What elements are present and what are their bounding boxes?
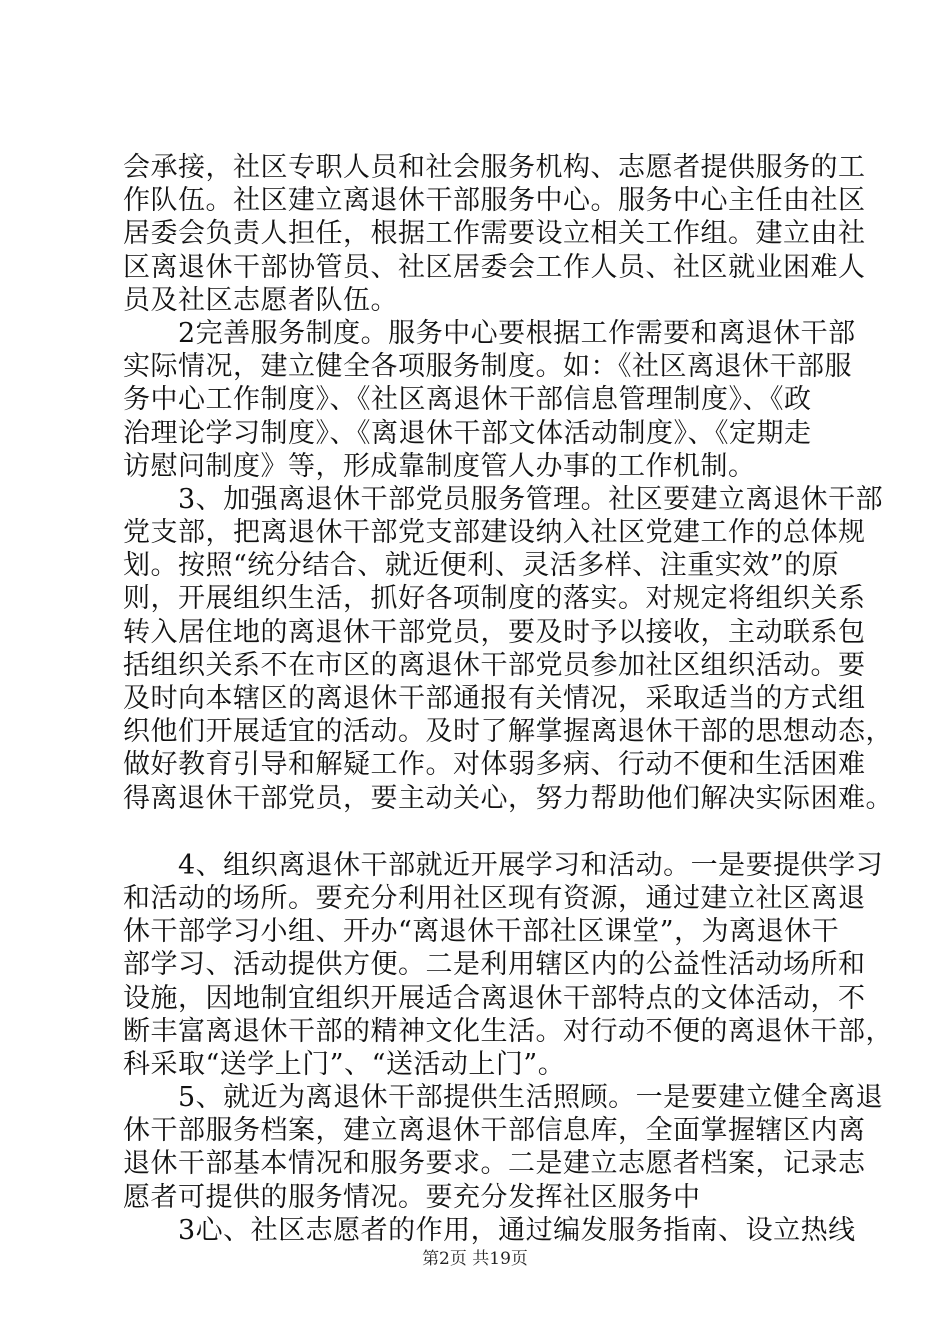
text-line: 治理论学习制度》、《离退休干部文体活动制度》、《定期走 (123, 417, 812, 449)
text-line: 得离退休干部党员，要主动关心，努力帮助他们解决实际困难。 (123, 782, 893, 814)
text-line: 居委会负责人担任，根据工作需要设立相关工作组。建立由社 (123, 218, 866, 250)
text-line: 愿者可提供的服务情况。要充分发挥社区服务中 (123, 1181, 701, 1213)
text-line: 和活动的场所。要充分利用社区现有资源，通过建立社区离退 (123, 882, 866, 914)
text-line: 3、加强离退休干部党员服务管理。社区要建立离退休干部 (123, 483, 884, 515)
text-line: 织他们开展适宜的活动。及时了解掌握离退休干部的思想动态， (123, 716, 893, 748)
text-line: 断丰富离退休干部的精神文化生活。对行动不便的离退休干部， (123, 1015, 893, 1047)
text-line: 会承接，社区专职人员和社会服务机构、志愿者提供服务的工 (123, 152, 866, 183)
text-line: 作队伍。社区建立离退休干部服务中心。服务中心主任由社区 (123, 185, 866, 217)
text-line: 4、组织离退休干部就近开展学习和活动。一是要提供学习 (123, 849, 884, 881)
text-line: 3心、社区志愿者的作用，通过编发服务指南、设立热线 (123, 1214, 856, 1246)
page-number-label: 第2页 共19页 (422, 1249, 528, 1269)
text-line: 转入居住地的离退休干部党员，要及时予以接收，主动联系包 (123, 616, 866, 648)
text-line: 部学习、活动提供方便。二是利用辖区内的公益性活动场所和 (123, 949, 866, 981)
text-line: 2完善服务制度。服务中心要根据工作需要和离退休干部 (123, 317, 856, 349)
text-line: 及时向本辖区的离退休干部通报有关情况，采取适当的方式组 (123, 683, 866, 714)
paragraph-gap (123, 815, 843, 849)
text-line: 则，开展组织生活，抓好各项制度的落实。对规定将组织关系 (123, 583, 866, 615)
body-text (123, 151, 893, 1247)
text-line: 5、就近为离退休干部提供生活照顾。一是要建立健全离退 (123, 1082, 884, 1114)
text-line: 实际情况，建立健全各项服务制度。如：《社区离退休干部服 (123, 351, 852, 383)
text-line: 休干部服务档案，建立离退休干部信息库，全面掌握辖区内离 (123, 1115, 866, 1147)
text-line: 做好教育引导和解疑工作。对体弱多病、行动不便和生活困难 (123, 749, 866, 781)
page-footer (0, 1244, 950, 1269)
text-line: 科采取“送学上门”、“送活动上门”。 (123, 1048, 566, 1080)
text-line: 退休干部基本情况和服务要求。二是建立志愿者档案，记录志 (123, 1148, 866, 1180)
text-line: 休干部学习小组、开办“离退休干部社区课堂”，为离退休干 (123, 916, 840, 948)
text-line: 员及社区志愿者队伍。 (123, 284, 398, 316)
text-line: 括组织关系不在市区的离退休干部党员参加社区组织活动。要 (123, 649, 866, 681)
text-line: 设施，因地制宜组织开展适合离退休干部特点的文体活动，不 (123, 982, 866, 1014)
text-line: 区离退休干部协管员、社区居委会工作人员、社区就业困难人 (123, 251, 866, 283)
text-line: 访慰问制度》等，形成靠制度管人办事的工作机制。 (123, 450, 756, 482)
text-line: 务中心工作制度》、《社区离退休干部信息管理制度》、《政 (123, 384, 812, 416)
text-line: 划。按照“统分结合、就近便利、灵活多样、注重实效”的原 (123, 550, 840, 582)
text-line: 党支部，把离退休干部党支部建设纳入社区党建工作的总体规 (123, 517, 866, 549)
